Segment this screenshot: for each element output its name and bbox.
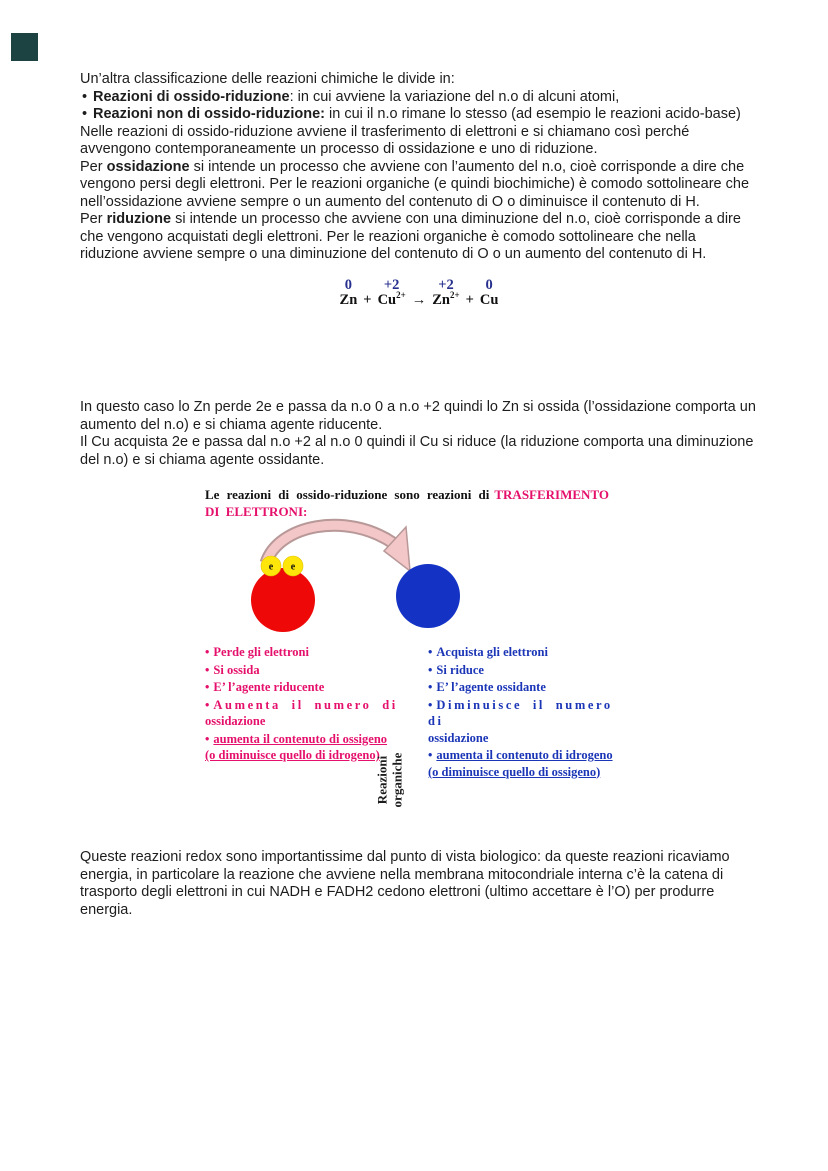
- list-item-text: in cui il n.o rimane lo stesso (ad esempio le reazioni acido-base): [325, 106, 741, 122]
- text-run: Per: [80, 211, 107, 227]
- vertical-label-line: Reazioni: [373, 755, 389, 805]
- species-symbol: Cu: [479, 291, 499, 308]
- species: [340, 293, 358, 308]
- bullet-icon: •: [205, 697, 210, 712]
- list-text: aumenta il contenuto di idrogeno: [436, 748, 613, 762]
- vertical-label-line: organiche: [388, 752, 404, 808]
- bullet-icon: •: [205, 680, 210, 694]
- list-text: E’ l’agente ossidante: [436, 680, 546, 694]
- electron-transfer-diagram: [200, 505, 480, 643]
- list-item: [428, 747, 628, 780]
- list-text: Perde gli elettroni: [213, 645, 309, 659]
- intro-section: [80, 71, 758, 308]
- list-text: Acquista gli elettroni: [436, 645, 548, 659]
- text-run: Per: [80, 158, 107, 175]
- keyword-riduzione: riduzione: [106, 211, 172, 227]
- list-text: E’ l’agente riducente: [213, 680, 325, 694]
- bullet-icon: •: [82, 106, 88, 122]
- equation-term-cu2plus: [376, 278, 408, 308]
- list-item: [205, 662, 405, 679]
- paragraph-biology: Queste reazioni redox sono importantissime dal punto di vista biologico: da queste reazioni ricaviamo energia, in particolare la reazione che avviene nella membrana mitocondriale interna c’è la catena di trasporto degli elettroni in cui NADH e FADH2 cedono elettroni (ultimo accettare è l’O) per produrre energia.: [80, 849, 730, 918]
- equation-term-cu: [478, 278, 501, 308]
- bullet-icon: •: [205, 645, 210, 659]
- bullet-icon: •: [82, 88, 88, 105]
- paragraph-oxidation: [80, 159, 758, 212]
- bullet-icon: •: [205, 731, 210, 746]
- closing-section: [80, 849, 758, 919]
- species-symbol: Cu: [377, 291, 397, 308]
- bullet-icon: •: [428, 645, 433, 659]
- list-item: [205, 644, 405, 661]
- bullet-icon: •: [428, 748, 433, 762]
- reducing-agent-circle: [251, 568, 315, 632]
- list-item-non-redox: [80, 106, 758, 124]
- plus-operator: [359, 278, 375, 308]
- text-run: si intende un processo che avviene con l’aumento del n.o, cioè corrisponde a dire che vengono persi degli elettroni. Per le reazioni organiche (e quindi biochimiche) è comodo sottolineare che nell’ossidazione avviene sempre o un aumento del contenuto di O o diminuisce il contenuto di H.: [80, 158, 750, 210]
- list-text-continuation: (o diminuisce quello di idrogeno): [205, 748, 380, 762]
- vertical-label: [374, 753, 404, 808]
- plus-operator: [462, 278, 478, 308]
- paragraph-reduction: [80, 211, 758, 264]
- keyword-ossidazione: ossidazione: [106, 158, 190, 175]
- oxidation-number: 0: [485, 276, 493, 293]
- reduction-properties-list: [428, 644, 628, 781]
- vertical-label-wrapper: [344, 746, 434, 814]
- reaction-arrow: [408, 278, 431, 308]
- bullet-icon: •: [205, 662, 210, 677]
- list-item: [428, 644, 628, 661]
- list-text-continuation: (o diminuisce quello di ossigeno): [428, 764, 601, 779]
- electron-label: e: [290, 561, 296, 573]
- oxidation-number: 0: [344, 276, 353, 293]
- list-item: [205, 697, 405, 730]
- oxidation-number: +2: [383, 276, 400, 293]
- list-text: Aumenta il numero di: [213, 697, 398, 712]
- species-symbol: Zn: [432, 291, 450, 308]
- list-item-text: : in cui avviene la variazione del n.o di alcuni atomi,: [289, 88, 620, 105]
- list-item: [428, 662, 628, 679]
- species: [480, 293, 499, 308]
- list-text: Diminuisce il numero di: [428, 697, 613, 728]
- equation-term-zn2plus: [430, 278, 461, 308]
- list-item-bold: Reazioni di ossido-riduzione: [93, 88, 290, 105]
- text-run: si intende un processo che avviene con una diminuzione del n.o, cioè corrisponde a dire che vengono acquistati degli elettroni. Per le reazioni organiche è comodo sottolineare che nella riduzione avviene sempre o una diminuzione del contenuto di O o un aumento del contenuto di H.: [80, 211, 741, 262]
- list-text-continuation: ossidazione: [428, 730, 489, 745]
- list-item: [205, 679, 405, 696]
- list-item-redox: [80, 89, 758, 107]
- list-text: Si riduce: [436, 662, 484, 677]
- bullet-icon: •: [428, 680, 433, 694]
- list-item: [428, 679, 628, 696]
- oxidation-number: +2: [438, 276, 454, 293]
- species-charge: 2+: [450, 289, 460, 300]
- list-item: [428, 697, 628, 747]
- species-symbol: Zn: [339, 291, 358, 308]
- arrow-glyph: →: [411, 291, 427, 308]
- oxidizing-agent-circle: [396, 564, 460, 628]
- bullet-icon: •: [428, 697, 433, 712]
- paragraph-zn: In questo caso lo Zn perde 2e e passa da n.o 0 a n.o +2 quindi lo Zn si ossida (l’ossidazione comporta un aumento del n.o) e si chiama agente riducente.: [80, 399, 756, 433]
- list-text: Si ossida: [213, 662, 260, 677]
- diagram-title-accent: TRASFERIMENTO DI ELETTRONI:: [205, 487, 609, 519]
- equation-term-zn: [338, 278, 360, 308]
- species: [377, 289, 406, 308]
- paragraph-cu: Il Cu acquista 2e e passa dal n.o +2 al n.o 0 quindi il Cu si riduce (la riduzione comporta una diminuzione del n.o) e si chiama agente ossidante.: [80, 434, 754, 468]
- species: [432, 289, 460, 308]
- species-charge: 2+: [396, 289, 406, 300]
- bullet-icon: •: [428, 662, 433, 677]
- paragraph-classification: Un’altra classificazione delle reazioni chimiche le divide in:: [80, 71, 455, 87]
- analysis-section: [80, 399, 758, 469]
- list-text-continuation: ossidazione: [205, 714, 266, 728]
- list-text: aumenta il contenuto di ossigeno: [213, 731, 388, 746]
- list-item-bold: Reazioni non di ossido-riduzione:: [93, 106, 325, 122]
- chemical-equation: [338, 278, 501, 308]
- operator: +: [363, 291, 372, 308]
- electron-label: e: [268, 561, 274, 573]
- operator: +: [465, 291, 474, 308]
- paragraph-transfer: Nelle reazioni di ossido-riduzione avviene il trasferimento di elettroni e si chiamano così perché avvengono contemporaneamente un processo di ossidazione e uno di riduzione.: [80, 123, 690, 157]
- diagram-title-text: Le reazioni di ossido-riduzione sono reazioni di: [205, 487, 490, 502]
- corner-marker: [11, 33, 38, 61]
